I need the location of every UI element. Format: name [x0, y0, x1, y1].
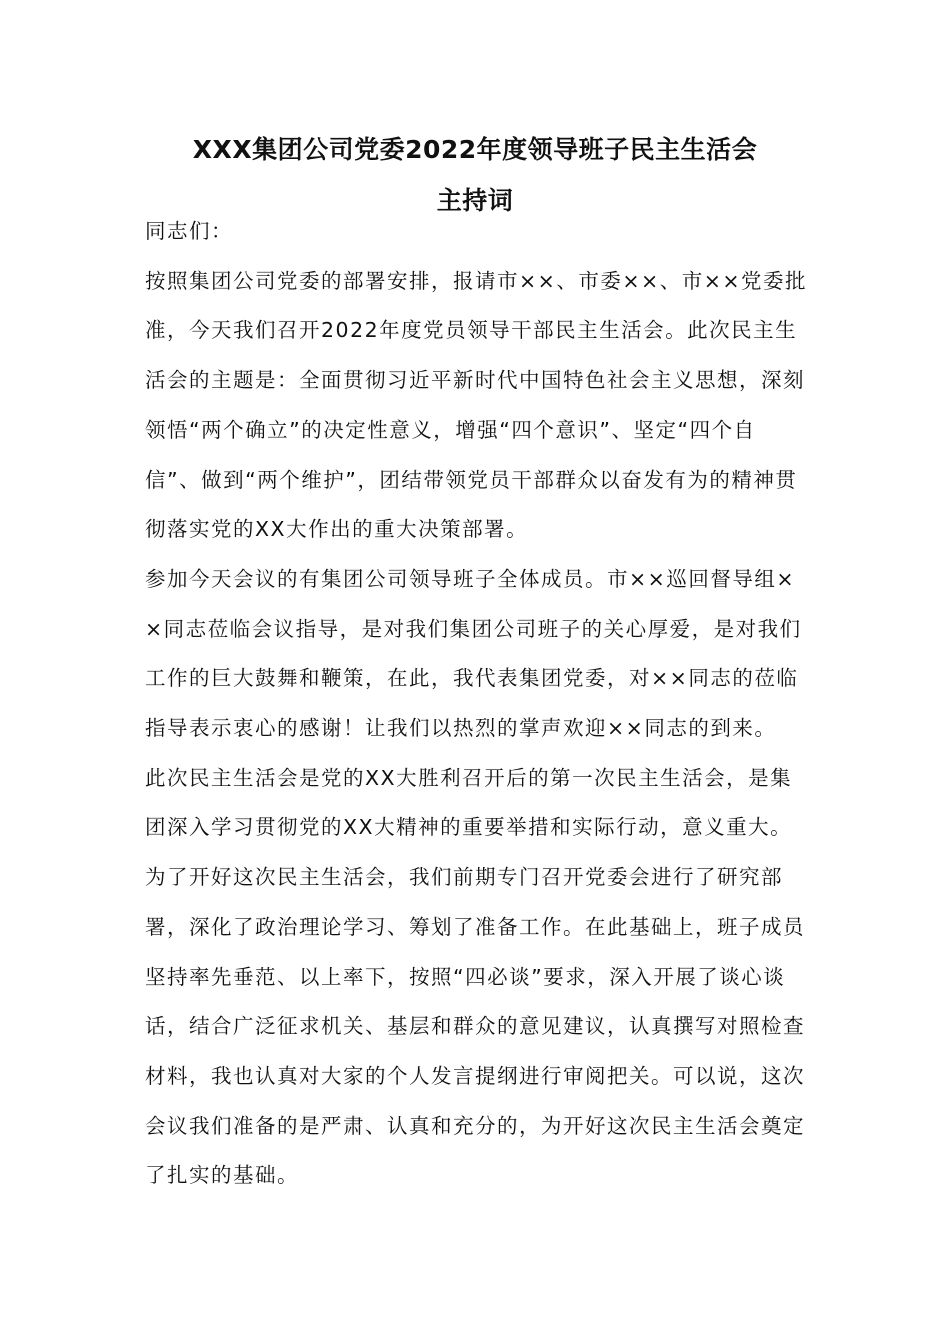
document-subtitle: 主持词	[436, 186, 514, 215]
body-paragraph: 此次民主生活会是党的XX大胜利召开后的第一次民主生活会，是集团深入学习贯彻党的XX大精神的重要举措和实际行动，意义重大。为了开好这次民主生活会，我们前期专门召开党委会进行了研究部署，深化了政治理论学习、筹划了准备工作。在此基础上，班子成员坚持率先垂范、以上率下，按照“四必谈”要求，深入开展了谈心谈话，结合广泛征求机关、基层和群众的意见建议，认真撰写对照检查材料，我也认真对大家的个人发言提纲进行审阅把关。可以说，这次会议我们准备的是严肃、认真和充分的，为开好这次民主生活会奠定了扎实的基础。	[145, 765, 805, 1188]
document-body	[145, 207, 810, 1201]
document-title: XXX集团公司党委2022年度领导班子民主生活会	[192, 135, 758, 164]
body-paragraph: 按照集团公司党委的部署安排，报请市××、市委××、市××党委批准，今天我们召开2022年度党员领导干部民主生活会。此次民主生活会的主题是：全面贯彻习近平新时代中国特色社会主义思想，深刻领悟“两个确立”的决定性意义，增强“四个意识”、坚定“四个自信”、做到“两个维护”，团结带领党员干部群众以奋发有为的精神贯彻落实党的XX大作出的重大决策部署。	[145, 268, 808, 542]
salutation-paragraph: 同志们：	[145, 219, 233, 243]
body-paragraph: 参加今天会议的有集团公司领导班子全体成员。市××巡回督导组××同志莅临会议指导，是对我们集团公司班子的关心厚爱，是对我们工作的巨大鼓舞和鞭策，在此，我代表集团党委，对××同志的莅临指导表示衷心的感谢！让我们以热烈的掌声欢迎××同志的到来。	[145, 566, 802, 741]
